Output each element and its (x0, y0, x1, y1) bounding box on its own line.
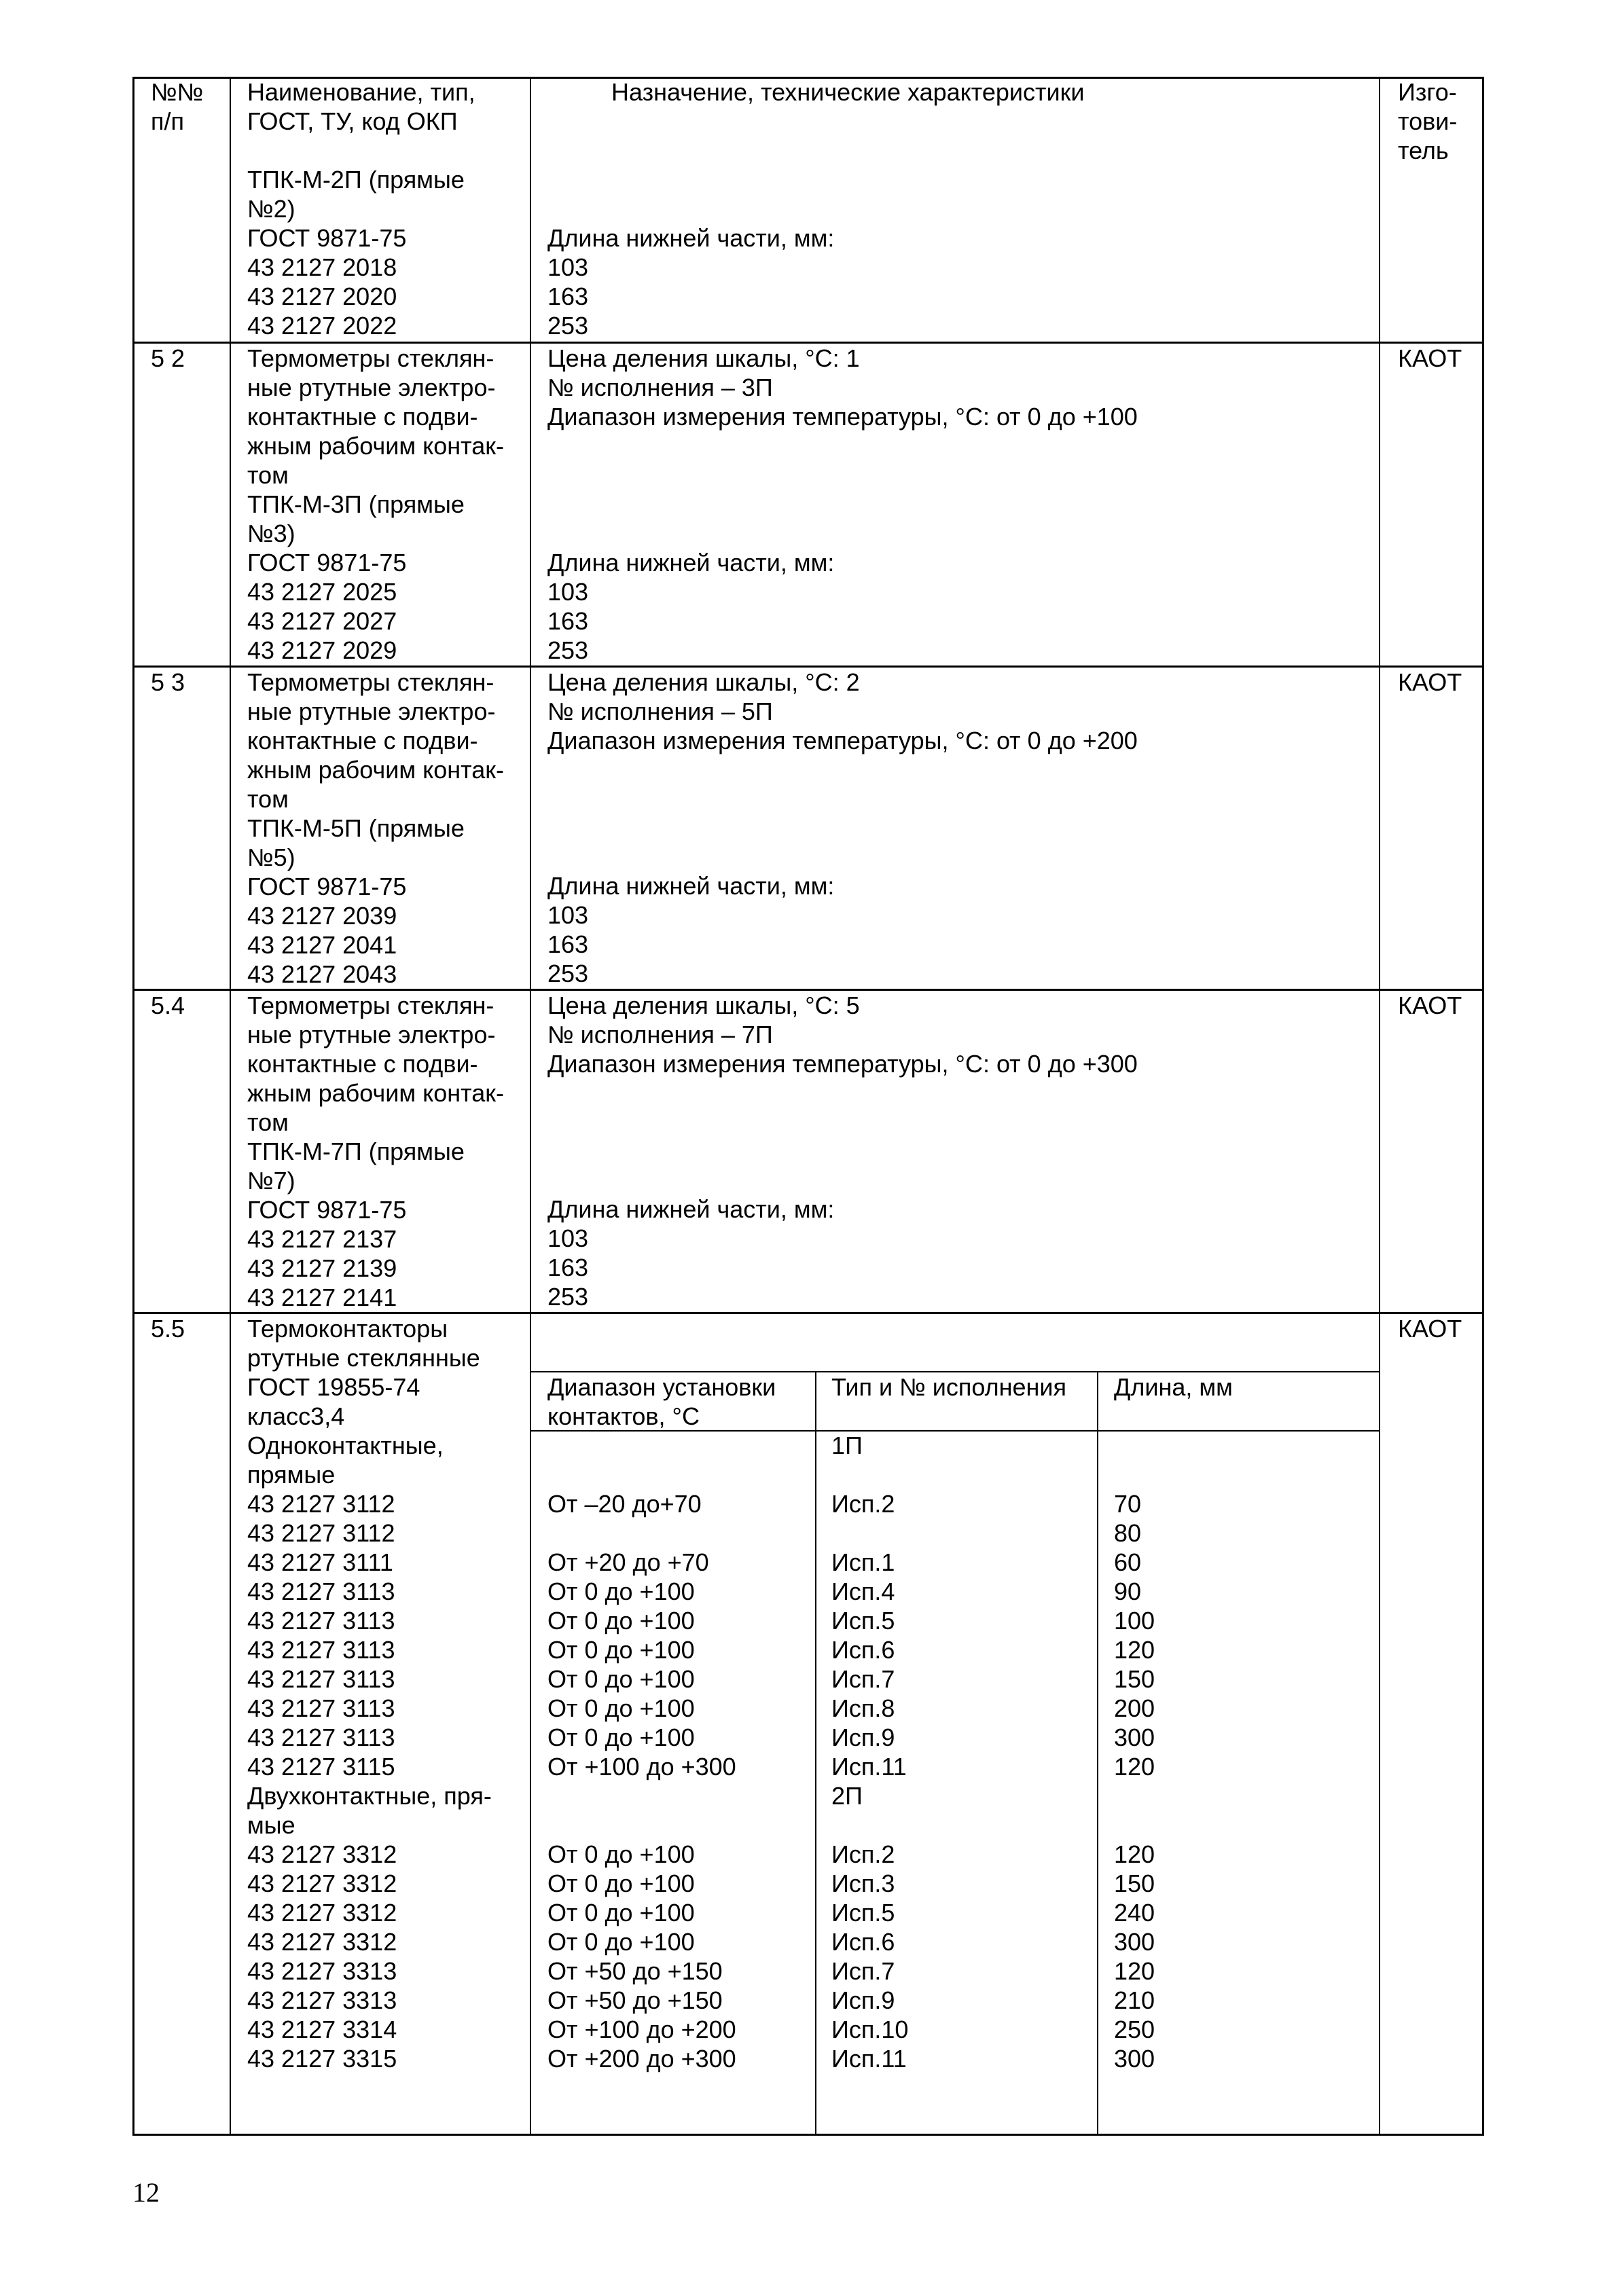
row-lengths: 103 163 253 (547, 901, 589, 987)
row-name: ТПК-М-2П (прямые №2) ГОСТ 9871-75 43 2127 2018 43 2127 2020 43 2127 2022 (247, 166, 465, 340)
subtable-header-length: Длина, мм (1114, 1373, 1233, 1401)
header-num: №№ п/п (151, 78, 204, 135)
row-lengths: 103 163 253 (547, 253, 589, 340)
row-name: Термометры стеклян- ные ртутные электро- контактные с подви- жным рабочим контак- том ТПК-М-3П (прямые №3) ГОСТ 9871-75 43 2127 2025 43 2127 2027 43 2127 2029 (247, 344, 504, 664)
table-border-bottom (132, 2134, 1484, 2136)
row-length-label: Длина нижней части, мм: (547, 224, 835, 252)
subtable-types-column: 1П Исп.2 Исп.1 Исп.4 Исп.5 Исп.6 Исп.7 Исп.8 Исп.9 Исп.11 2П Исп.2 Исп.3 Исп.5 Исп.6 Исп.7 Исп.9 Исп.10 Исп.11 (831, 1432, 909, 2073)
row-num: 5.4 (151, 991, 185, 1019)
subtable-divider-1 (815, 1371, 816, 2136)
column-divider-2 (530, 77, 531, 2136)
row-num: 5.5 (151, 1315, 185, 1343)
header-maker: Изго- тови- тель (1398, 78, 1458, 164)
row-maker: КАОТ (1398, 668, 1462, 696)
subtable-divider-2 (1097, 1371, 1098, 2136)
row-num: 5 2 (151, 344, 185, 372)
row-lengths: 103 163 253 (547, 1224, 589, 1311)
row-name: Термометры стеклян- ные ртутные электро- контактные с подви- жным рабочим контак- том ТПК-М-7П (прямые №7) ГОСТ 9871-75 43 2127 2137 43 2127 2139 43 2127 2141 (247, 991, 504, 1311)
subtable-header-type: Тип и № исполнения (831, 1373, 1066, 1401)
row-name: Термоконтакторы ртутные стеклянные ГОСТ 19855-74 класс3,4 Одноконтактные, прямые 43 2127 3112 43 2127 3112 43 2127 3111 43 2127 3113 43 2127 3113 43 2127 3113 43 2127 3113 43 2127 3113 43 2127 3113 43 2127 3115 Двухконтактные, пря- мые 43 2127 3312 43 2127 3312 43 2127 3312 43 2127 3312 43 2127 3313 43 2127 3313 43 2127 3314 43 2127 3315 (247, 1315, 492, 2073)
row-length-label: Длина нижней части, мм: (547, 549, 835, 577)
column-divider-3 (1379, 77, 1380, 2136)
table-border-right (1482, 77, 1484, 2136)
row-specs: Цена деления шкалы, °С: 2 № исполнения – 5П Диапазон измерения температуры, °С: от 0 до +200 (547, 668, 1138, 754)
row-length-label: Длина нижней части, мм: (547, 872, 835, 900)
subtable-header-range: Диапазон установки контактов, °С (547, 1373, 776, 1430)
table-border-left (132, 77, 134, 2136)
row-maker: КАОТ (1398, 991, 1462, 1019)
row-name: Термометры стеклян- ные ртутные электро- контактные с подви- жным рабочим контак- том ТПК-М-5П (прямые №5) ГОСТ 9871-75 43 2127 2039 43 2127 2041 43 2127 2043 (247, 668, 504, 988)
row-num: 5 3 (151, 668, 185, 696)
row-specs: Цена деления шкалы, °С: 1 № исполнения – 3П Диапазон измерения температуры, °С: от 0 до +100 (547, 344, 1138, 431)
row-maker: КАОТ (1398, 1315, 1462, 1343)
row-maker: КАОТ (1398, 344, 1462, 372)
row-length-label: Длина нижней части, мм: (547, 1195, 835, 1223)
header-purpose: Назначение, технические характеристики (611, 78, 1085, 106)
header-name: Наименование, тип, ГОСТ, ТУ, код ОКП (247, 78, 475, 135)
column-divider-1 (230, 77, 231, 2136)
row-lengths: 103 163 253 (547, 578, 589, 664)
page-number: 12 (132, 2177, 160, 2208)
subtable-ranges-column: От –20 до+70 От +20 до +70 От 0 до +100 От 0 до +100 От 0 до +100 От 0 до +100 От 0 до +100 От 0 до +100 От +100 до +300 От 0 до +100 От 0 до +100 От 0 до +100 От 0 до +100 От +50 до +150 От +50 до +150 От +100 до +200 От +200 до +300 (547, 1490, 736, 2073)
subtable-lengths-column: 70 80 60 90 100 120 150 200 300 120 120 150 240 300 120 210 250 300 (1114, 1490, 1155, 2073)
row-specs: Цена деления шкалы, °С: 5 № исполнения – 7П Диапазон измерения температуры, °С: от 0 до +300 (547, 991, 1138, 1078)
